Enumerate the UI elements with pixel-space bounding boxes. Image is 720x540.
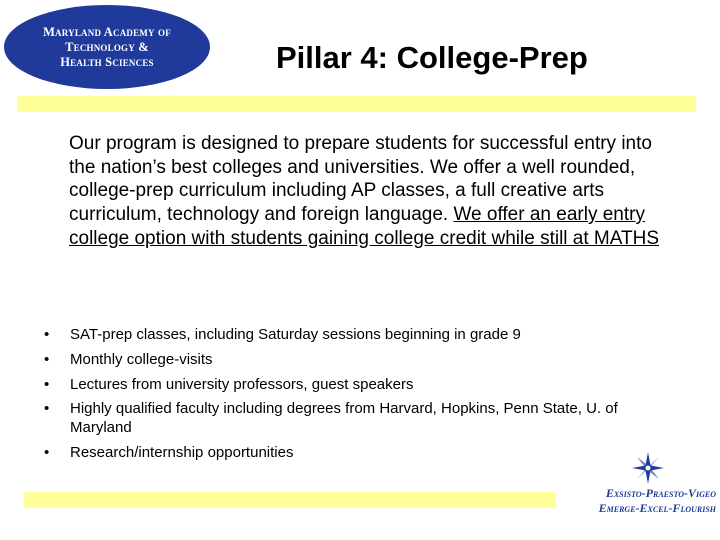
list-item: • Lectures from university professors, guest speakers (44, 376, 644, 395)
compass-rose-icon (632, 452, 664, 484)
list-item: • SAT-prep classes, including Saturday sessions beginning in grade 9 (44, 326, 644, 345)
school-motto (546, 486, 716, 516)
school-logo (4, 5, 210, 89)
intro-paragraph (69, 132, 681, 251)
list-item: • Monthly college-visits (44, 351, 644, 370)
motto-english: Emerge-Excel-Flourish (598, 501, 716, 515)
intro-text: Our program is designed to prepare students for successful entry into the nation’s best colleges and universities. We offer a well rounded, college-prep curriculum including AP classes, a full creative arts curriculum, technology and foreign language. (69, 133, 652, 226)
feature-list (44, 326, 644, 468)
logo-line: Health Sciences (60, 54, 154, 69)
list-item: • Highly qualified faculty including degrees from Harvard, Hopkins, Penn State, U. of Maryland (44, 400, 644, 437)
top-highlight-bar (17, 96, 696, 112)
bottom-highlight-bar (24, 492, 556, 508)
logo-line: Technology & (65, 39, 149, 54)
early-entry-text: We offer an early entry college option with students gaining college credit while still at MATHS (69, 204, 660, 249)
logo-line: Maryland Academy of (43, 24, 171, 39)
list-item: • Research/internship opportunities (44, 444, 644, 463)
slide-title: Pillar 4: College-Prep (276, 40, 588, 75)
motto-latin: Exsisto-Praesto-Vigeo (605, 486, 716, 500)
